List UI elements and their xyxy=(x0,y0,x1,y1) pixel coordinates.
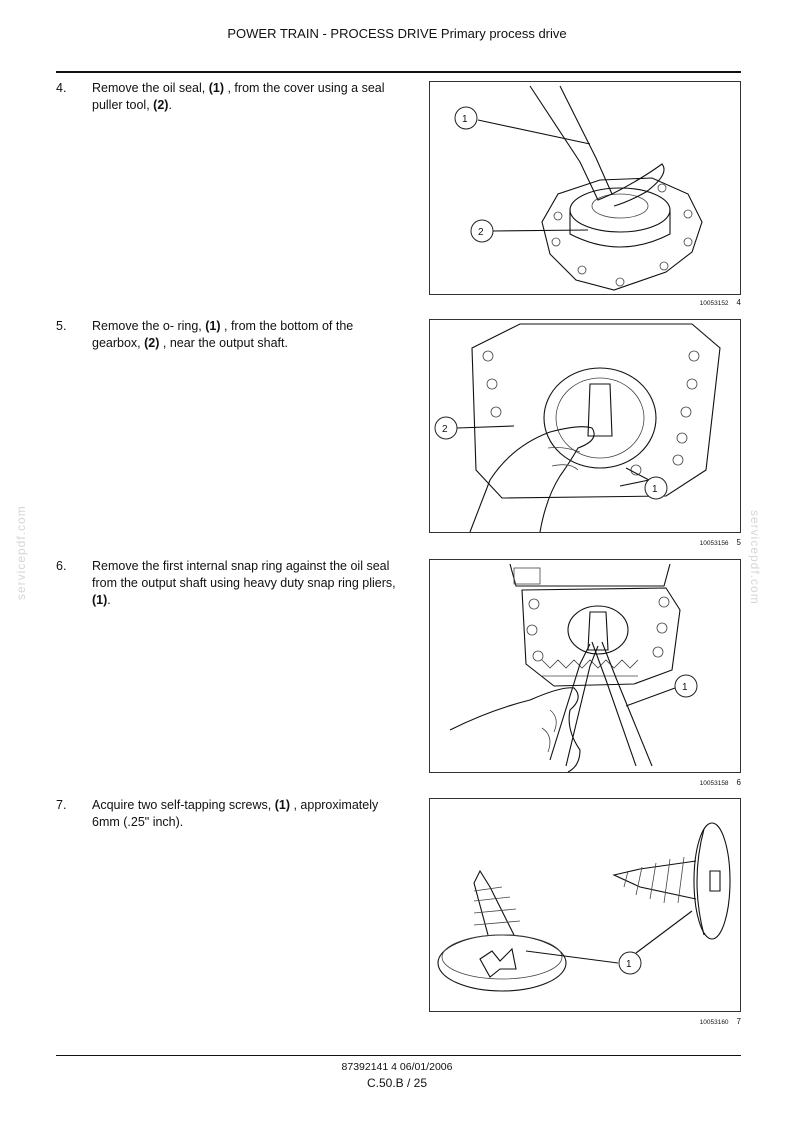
figure-4-oil-seal-removal xyxy=(429,81,741,295)
svg-text:2: 2 xyxy=(442,424,448,435)
step-number: 5. xyxy=(56,319,67,333)
footer-doc-ref: 87392141 4 06/01/2006 xyxy=(341,1061,453,1073)
step-number: 6. xyxy=(56,559,67,573)
svg-text:1: 1 xyxy=(626,959,632,970)
footer-page-number: C.50.B / 25 xyxy=(366,1076,428,1090)
figure-4-caption: 10053152 4 xyxy=(699,298,741,307)
page-header: POWER TRAIN - PROCESS DRIVE Primary process drive xyxy=(227,26,567,41)
watermark-right: servicepdf.com xyxy=(748,510,762,605)
svg-text:1: 1 xyxy=(462,114,468,125)
watermark-left: servicepdf.com xyxy=(14,505,28,600)
figure-5-caption: 10053156 5 xyxy=(699,538,741,547)
figure-7-caption: 10053160 7 xyxy=(699,1017,741,1026)
step-text: Remove the oil seal, (1) , from the cover using a seal puller tool, (2). xyxy=(92,81,385,112)
figure-6-caption: 10053158 6 xyxy=(699,778,741,787)
step-text: Acquire two self-tapping screws, (1) , approximately 6mm (.25" inch). xyxy=(92,798,379,829)
svg-text:1: 1 xyxy=(682,682,688,693)
figure-5-o-ring-removal xyxy=(429,319,741,533)
step-number: 4. xyxy=(56,81,67,95)
step-text: Remove the first internal snap ring against the oil seal from the output shaft using heavy duty snap ring pliers, (1). xyxy=(92,559,396,607)
step-number: 7. xyxy=(56,798,67,812)
step-text: Remove the o- ring, (1) , from the bottom of the gearbox, (2) , near the output shaft. xyxy=(92,319,354,350)
header-rule xyxy=(56,71,741,73)
svg-text:1: 1 xyxy=(652,484,658,495)
footer-rule xyxy=(56,1055,741,1056)
svg-text:2: 2 xyxy=(478,227,484,238)
figure-6-snap-ring-removal xyxy=(429,559,741,773)
figure-7-self-tapping-screws xyxy=(429,798,741,1012)
